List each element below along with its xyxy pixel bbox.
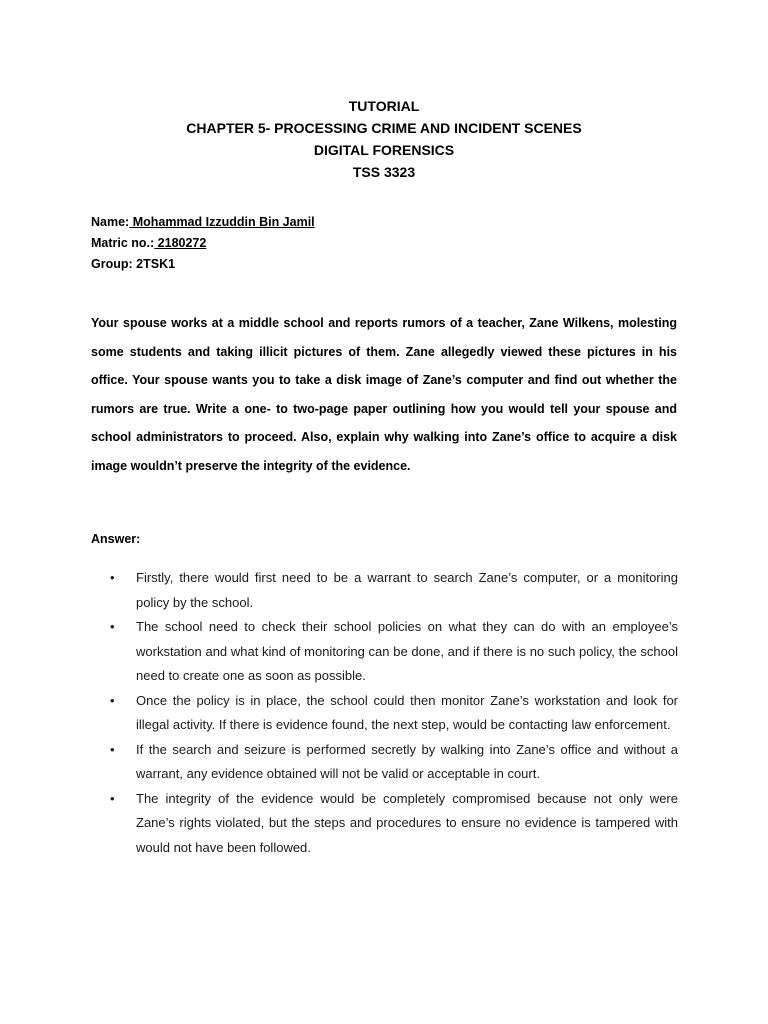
student-matric-label: Matric no.:	[91, 236, 155, 250]
answer-item-text: The integrity of the evidence would be completely compromised because not only were Zane’s rights violated, but the steps and procedures to ensure no evidence is tampered with would not have been followed.	[136, 790, 678, 855]
list-item	[108, 566, 678, 615]
answer-label: Answer:	[91, 532, 141, 546]
list-item	[108, 689, 678, 738]
answer-item-text: Once the policy is in place, the school could then monitor Zane’s workstation and look for illegal activity. If there is evidence found, the next step, would be contacting law enforcement.	[136, 692, 678, 732]
student-matric-value: 2180272	[154, 236, 207, 250]
answer-item-text: Firstly, there would first need to be a warrant to search Zane’s computer, or a monitoring policy by the school.	[136, 570, 678, 610]
bullet-icon: •	[110, 619, 115, 634]
student-name-value: Mohammad Izzuddin Bin Jamil	[129, 215, 315, 229]
student-name-row	[91, 212, 315, 233]
header-course-code: TSS 3323	[352, 164, 416, 180]
header-title: TUTORIAL	[348, 98, 420, 114]
student-info	[91, 212, 315, 275]
student-group-value: 2TSK1	[132, 257, 176, 271]
answer-list	[108, 566, 678, 860]
student-name-label: Name:	[91, 215, 130, 229]
header-subject: DIGITAL FORENSICS	[313, 142, 455, 158]
bullet-icon: •	[110, 570, 115, 585]
student-group-label: Group:	[91, 257, 133, 271]
student-group-row	[91, 254, 315, 275]
question-paragraph: Your spouse works at a middle school and reports rumors of a teacher, Zane Wilkens, molesting some students and taking illicit pictures of them. Zane allegedly viewed these pictures in his office. Your spouse wants you to take a disk image of Zane’s computer and find out whether the rumors are true. Write a one- to two-page paper outlining how you would tell your spouse and school administrators to proceed. Also, explain why walking into Zane’s office to acquire a disk image wouldn’t preserve the integrity of the evidence.	[91, 316, 677, 473]
document-header	[0, 95, 768, 183]
list-item	[108, 738, 678, 787]
list-item	[108, 787, 678, 861]
answer-item-text: The school need to check their school policies on what they can do with an employee’s workstation and what kind of monitoring can be done, and if there is no such policy, the school need to create one as soon as possible.	[136, 619, 678, 683]
header-chapter: CHAPTER 5- PROCESSING CRIME AND INCIDENT SCENES	[186, 120, 582, 136]
list-item	[108, 615, 678, 689]
bullet-icon: •	[110, 692, 115, 708]
answer-item-text: If the search and seizure is performed secretly by walking into Zane’s office and without a warrant, any evidence obtained will not be valid or acceptable in court.	[136, 741, 678, 781]
bullet-icon: •	[110, 741, 115, 757]
bullet-icon: •	[110, 790, 115, 806]
student-matric-row	[91, 233, 315, 254]
